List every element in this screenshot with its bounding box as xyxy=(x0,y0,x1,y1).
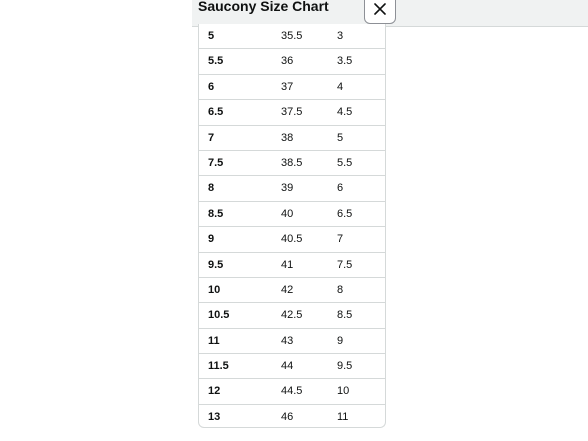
us-size-cell: 9 xyxy=(208,233,215,246)
eu-size-cell: 41 xyxy=(281,258,294,271)
table-row xyxy=(199,379,385,404)
size-table xyxy=(198,24,386,428)
eu-size-cell: 43 xyxy=(281,334,294,347)
close-button[interactable] xyxy=(364,0,396,24)
eu-size-cell: 37.5 xyxy=(281,106,303,119)
us-size-cell: 12 xyxy=(208,385,221,398)
close-icon xyxy=(374,3,386,15)
uk-size-cell: 9 xyxy=(337,334,344,347)
table-row xyxy=(199,75,385,100)
eu-size-cell: 37 xyxy=(281,80,294,93)
modal-title: Saucony Size Chart xyxy=(198,0,329,14)
table-row xyxy=(199,405,385,428)
eu-size-cell: 38.5 xyxy=(281,156,303,169)
uk-size-cell: 8 xyxy=(337,283,344,296)
eu-size-cell: 42.5 xyxy=(281,309,303,322)
us-size-cell: 7 xyxy=(208,131,215,144)
table-row xyxy=(199,278,385,303)
eu-size-cell: 40.5 xyxy=(281,233,303,246)
uk-size-cell: 7 xyxy=(337,233,344,246)
uk-size-cell: 10 xyxy=(337,385,350,398)
uk-size-cell: 4 xyxy=(337,80,344,93)
eu-size-cell: 44.5 xyxy=(281,385,303,398)
table-row xyxy=(199,202,385,227)
table-row xyxy=(199,176,385,201)
us-size-cell: 6.5 xyxy=(208,106,224,119)
table-row xyxy=(199,151,385,176)
eu-size-cell: 42 xyxy=(281,283,294,296)
us-size-cell: 8 xyxy=(208,182,215,195)
eu-size-cell: 44 xyxy=(281,360,294,373)
uk-size-cell: 5 xyxy=(337,131,344,144)
uk-size-cell: 3 xyxy=(337,30,344,42)
us-size-cell: 13 xyxy=(208,410,221,423)
modal-header xyxy=(192,0,588,27)
uk-size-cell: 11 xyxy=(337,410,349,423)
eu-size-cell: 36 xyxy=(281,55,294,68)
eu-size-cell: 46 xyxy=(281,410,294,423)
us-size-cell: 9.5 xyxy=(208,258,224,271)
eu-size-cell: 38 xyxy=(281,131,294,144)
us-size-cell: 11.5 xyxy=(208,360,229,373)
table-row xyxy=(199,303,385,328)
eu-size-cell: 39 xyxy=(281,182,294,195)
uk-size-cell: 6.5 xyxy=(337,207,353,220)
uk-size-cell: 6 xyxy=(337,182,344,195)
uk-size-cell: 4.5 xyxy=(337,106,353,119)
size-chart-modal xyxy=(192,0,588,441)
us-size-cell: 5.5 xyxy=(208,55,224,68)
uk-size-cell: 7.5 xyxy=(337,258,353,271)
us-size-cell: 6 xyxy=(208,80,215,93)
table-row xyxy=(199,354,385,379)
uk-size-cell: 3.5 xyxy=(337,55,353,68)
uk-size-cell: 9.5 xyxy=(337,360,353,373)
table-row xyxy=(199,227,385,252)
us-size-cell: 5 xyxy=(208,30,215,42)
us-size-cell: 10.5 xyxy=(208,309,230,322)
table-row xyxy=(199,100,385,125)
us-size-cell: 8.5 xyxy=(208,207,224,220)
us-size-cell: 7.5 xyxy=(208,156,224,169)
us-size-cell: 10 xyxy=(208,283,221,296)
table-row xyxy=(199,253,385,278)
table-row xyxy=(199,126,385,151)
table-row xyxy=(199,329,385,354)
table-row xyxy=(199,49,385,74)
eu-size-cell: 35.5 xyxy=(281,30,303,42)
us-size-cell: 11 xyxy=(208,334,220,347)
uk-size-cell: 5.5 xyxy=(337,156,353,169)
uk-size-cell: 8.5 xyxy=(337,309,353,322)
table-row xyxy=(199,24,385,49)
eu-size-cell: 40 xyxy=(281,207,294,220)
